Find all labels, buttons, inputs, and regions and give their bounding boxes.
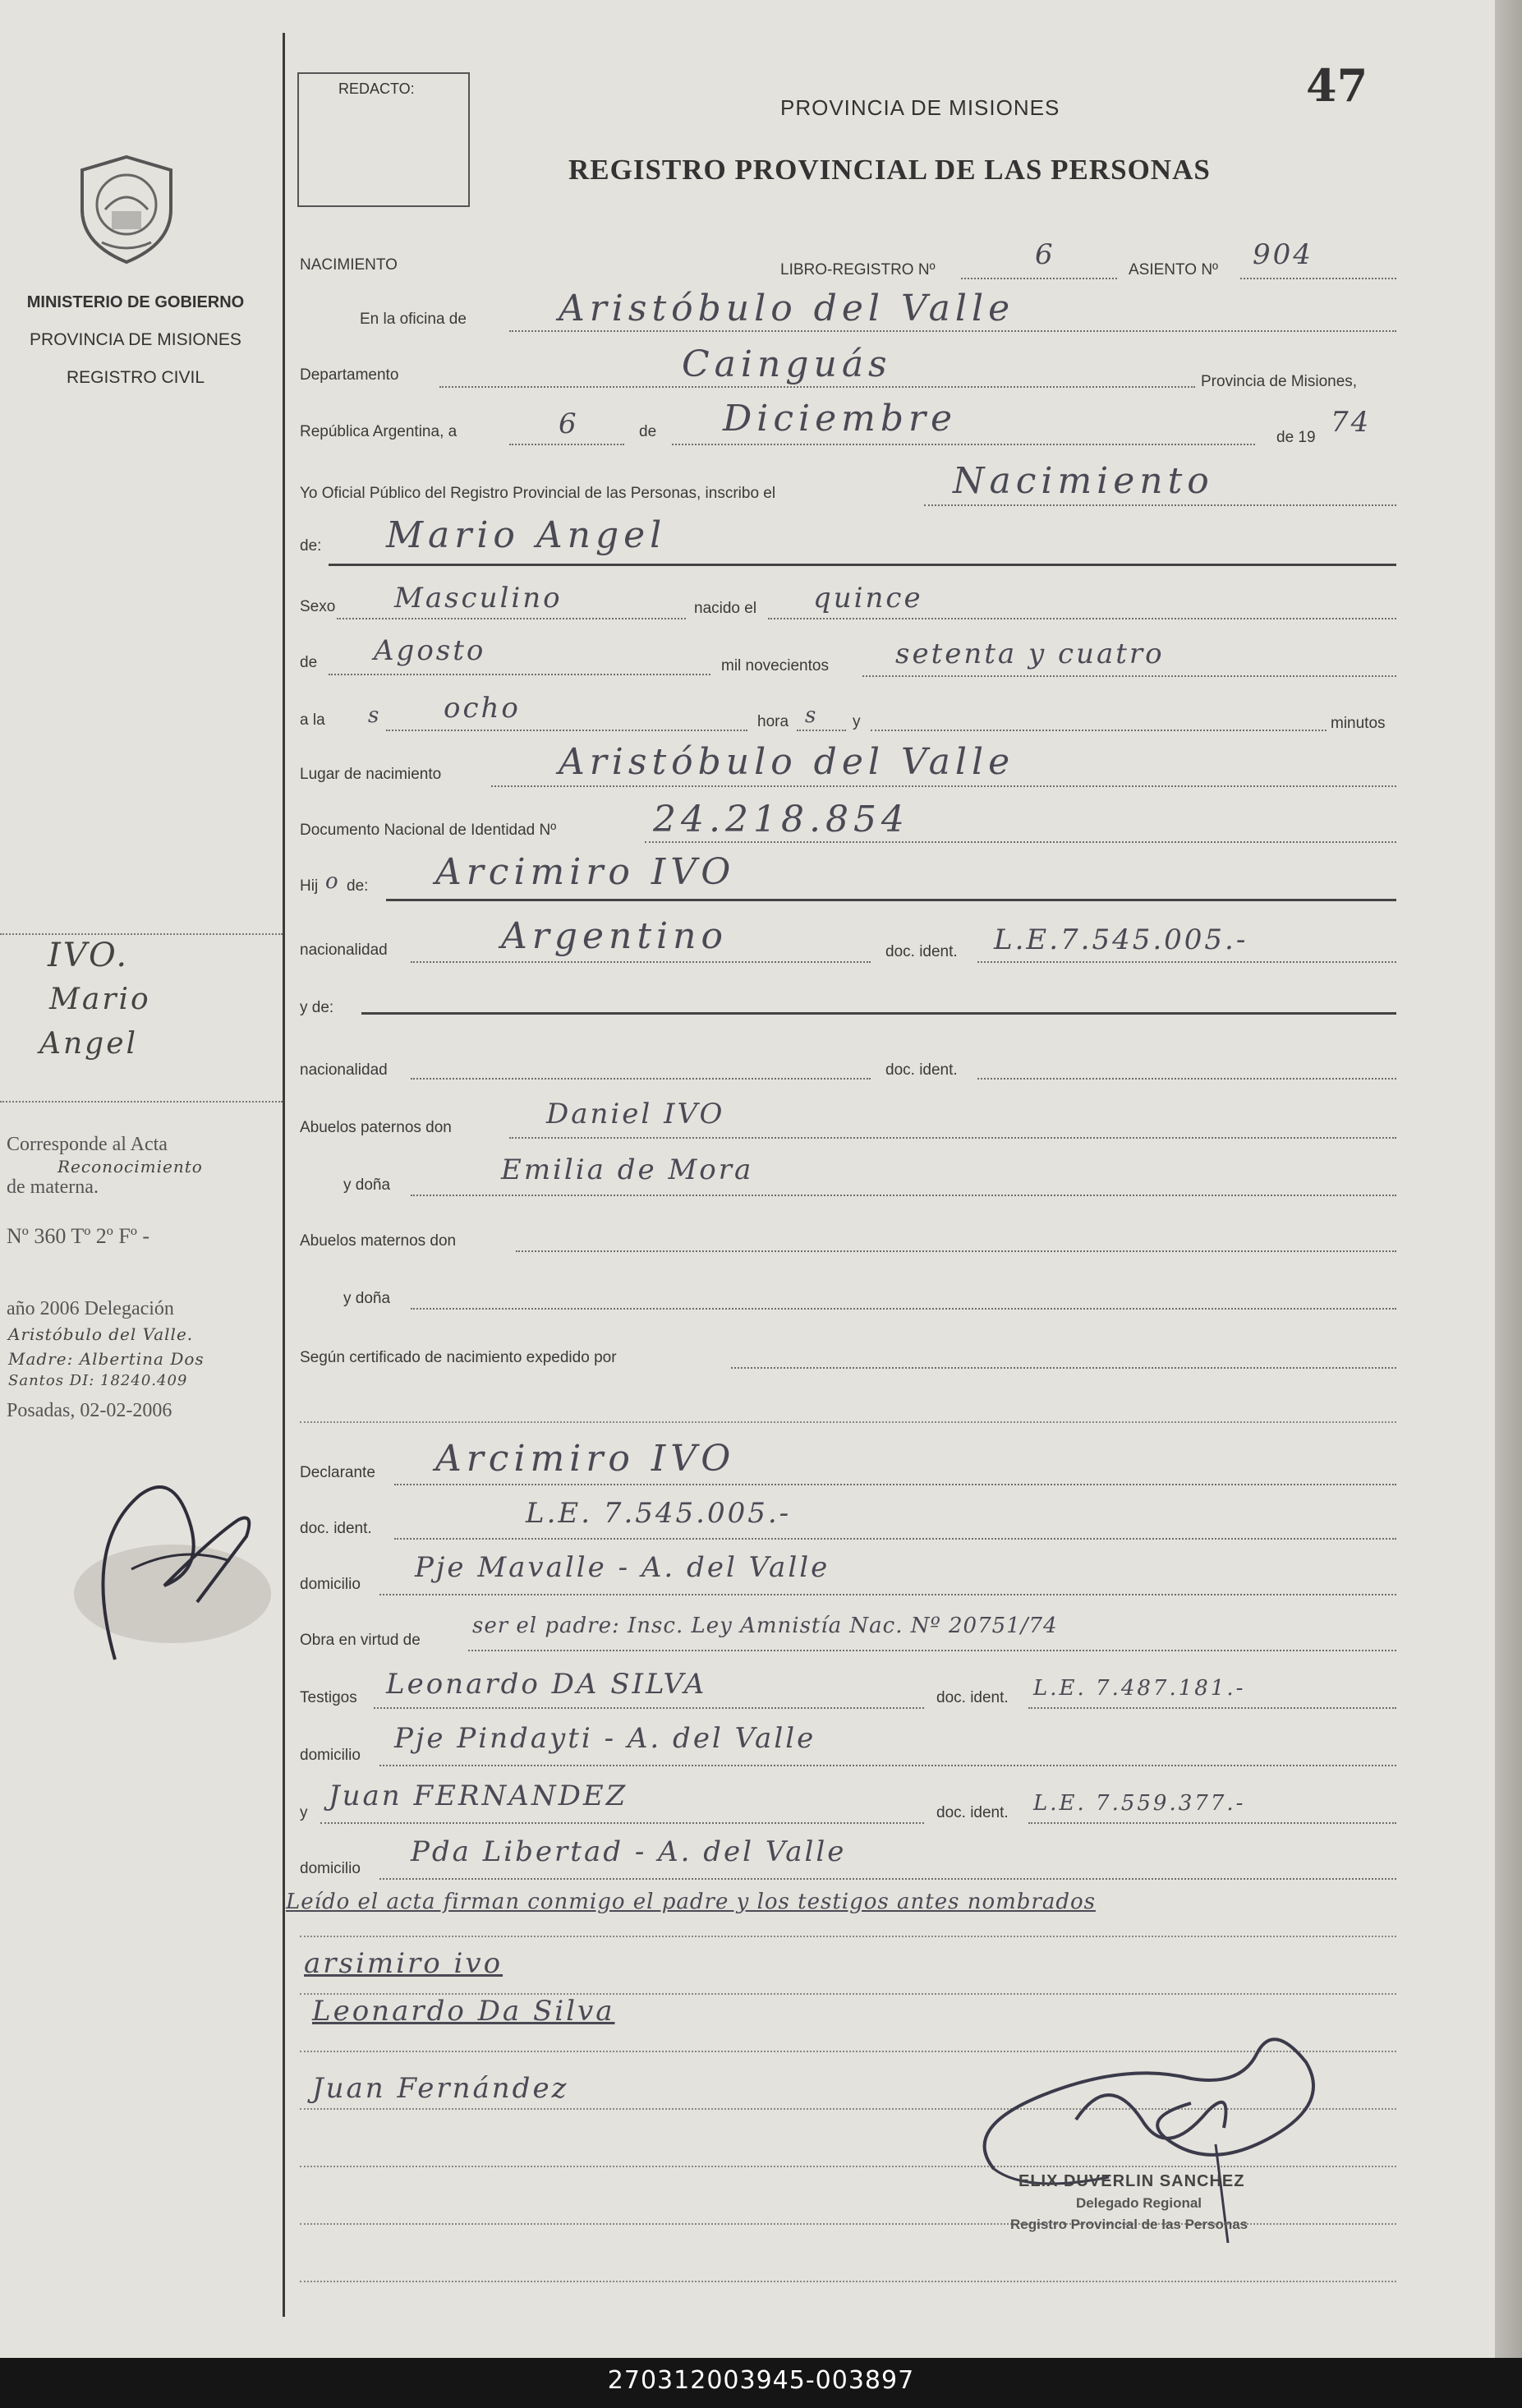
nacionalidad-value: Argentino xyxy=(501,915,728,957)
ministry-line-1: MINISTERIO DE GOBIERNO xyxy=(26,293,245,311)
domicilio-value: Pje Mavalle - A. del Valle xyxy=(415,1551,830,1584)
segun-label: Según certificado de nacimiento expedido por xyxy=(300,1349,617,1366)
mes-nac-value: Agosto xyxy=(374,634,486,667)
official-title-2: Registro Provincial de las Personas xyxy=(1010,2217,1248,2232)
record-type-label: NACIMIENTO xyxy=(300,256,398,274)
hijo-de-label: de: xyxy=(347,877,369,895)
margin-de-materna: de materna. xyxy=(7,1176,99,1198)
page-edge xyxy=(1495,0,1522,2358)
nacido-label: nacido el xyxy=(694,600,757,617)
domicilio-t2-value: Pda Libertad - A. del Valle xyxy=(411,1835,847,1868)
acto-value: Nacimiento xyxy=(953,460,1214,502)
de-colon-label: de: xyxy=(300,537,322,555)
testigo2-value: Juan FERNANDEZ xyxy=(329,1780,628,1812)
margin-reconocimiento: Reconocimiento xyxy=(57,1157,203,1176)
mes-value: Diciembre xyxy=(723,398,958,440)
margin-nombre-2: Angel xyxy=(39,1027,139,1061)
abuelos-pat-label: Abuelos paternos don xyxy=(300,1119,452,1136)
declarante-label: Declarante xyxy=(300,1464,375,1481)
dia-value: 6 xyxy=(559,407,579,440)
libro-value: 6 xyxy=(1035,238,1055,271)
margin-nombre-1: Mario xyxy=(49,983,151,1016)
signature-testigo2: Juan Fernández xyxy=(312,2072,569,2105)
nacido-value: quince xyxy=(813,582,923,615)
mil-label: mil novecientos xyxy=(721,657,829,675)
registry-heading: REGISTRO PROVINCIAL DE LAS PERSONAS xyxy=(568,154,1211,186)
y2-label: y xyxy=(300,1804,308,1821)
libro-label: LIBRO-REGISTRO Nº xyxy=(780,261,936,279)
departamento-label: Departamento xyxy=(300,366,399,384)
alas-label: a la xyxy=(300,711,325,729)
province-heading: PROVINCIA DE MISIONES xyxy=(780,95,1060,120)
nombre-value: Mario Angel xyxy=(386,514,667,556)
doc-ident-label: doc. ident. xyxy=(885,943,958,960)
departamento-value: Cainguás xyxy=(682,343,892,385)
domicilio-label: domicilio xyxy=(300,1576,361,1593)
y-label: y xyxy=(853,713,861,730)
signature-testigo1: Leonardo Da Silva xyxy=(312,1995,615,2028)
obra-value: ser el padre: Insc. Ley Amnistía Nac. Nº 20751/74 xyxy=(472,1614,1058,1638)
official-name: ELIX DUVERLIN SANCHEZ xyxy=(1018,2172,1245,2190)
lugar-value: Aristóbulo del Valle xyxy=(559,741,1015,783)
hijo-label: Hij xyxy=(300,877,319,895)
doc-ident3-label: doc. ident. xyxy=(300,1520,372,1537)
ydona2-label: y doña xyxy=(343,1290,391,1307)
testigos-label: Testigos xyxy=(300,1689,357,1706)
de-label: de xyxy=(639,423,657,440)
margin-signature-icon xyxy=(49,1446,296,1692)
minutos-label: minutos xyxy=(1331,715,1386,732)
doc-ident4-label: doc. ident. xyxy=(936,1689,1009,1706)
hora-label: hora xyxy=(757,713,789,730)
doc-testigo1-value: L.E. 7.487.181.- xyxy=(1033,1676,1246,1701)
scan-id: 270312003945-003897 xyxy=(607,2366,915,2395)
margin-anio: año 2006 Delegación xyxy=(7,1298,174,1319)
testigo1-value: Leonardo DA SILVA xyxy=(386,1668,707,1701)
hora-suffix: s xyxy=(805,703,819,728)
nacionalidad-label: nacionalidad xyxy=(300,942,388,959)
ydona-label: y doña xyxy=(343,1176,391,1194)
anio-nac-value: setenta y cuatro xyxy=(895,638,1165,670)
hijo-suffix: o xyxy=(325,869,341,894)
margin-corresponde: Corresponde al Acta xyxy=(7,1134,168,1155)
domicilio2-label: domicilio xyxy=(300,1747,361,1764)
redacto-box xyxy=(297,72,470,207)
padre-value: Arcimiro IVO xyxy=(435,851,736,893)
sexo-value: Masculino xyxy=(394,582,563,615)
domicilio3-label: domicilio xyxy=(300,1860,361,1877)
abuelos-mat-label: Abuelos maternos don xyxy=(300,1232,457,1250)
obra-label: Obra en virtud de xyxy=(300,1632,421,1649)
doc-ident5-label: doc. ident. xyxy=(936,1804,1009,1821)
ministry-heading xyxy=(0,283,271,397)
official-title-1: Delegado Regional xyxy=(1076,2195,1202,2211)
oficial-label: Yo Oficial Público del Registro Provincial de las Personas, inscribo el xyxy=(300,485,776,502)
doc-declarante-value: L.E. 7.545.005.- xyxy=(526,1497,792,1530)
ministry-line-3: REGISTRO CIVIL xyxy=(66,368,205,387)
oficina-label: En la oficina de xyxy=(360,311,467,328)
domicilio-t1-value: Pje Pindayti - A. del Valle xyxy=(394,1722,816,1755)
signature-padre: arsimiro ivo xyxy=(304,1947,504,1980)
margin-madre-doc: Santos DI: 18240.409 xyxy=(8,1372,188,1389)
oficina-value: Aristóbulo del Valle xyxy=(559,288,1015,329)
margin-numero: Nº 360 Tº 2º Fº - xyxy=(7,1224,150,1248)
yde-label: y de: xyxy=(300,999,334,1016)
de19-label: de 19 xyxy=(1276,429,1316,446)
ministry-line-2: PROVINCIA DE MISIONES xyxy=(30,330,241,349)
sexo-label: Sexo xyxy=(300,598,336,615)
lugar-label: Lugar de nacimiento xyxy=(300,766,442,783)
hora-value: ocho xyxy=(444,692,521,725)
asiento-value: 904 xyxy=(1253,238,1313,271)
closing-text: Leído el acta firman conmigo el padre y los testigos antes nombrados xyxy=(286,1890,1096,1914)
provincia-label: Provincia de Misiones, xyxy=(1201,373,1358,390)
redacto-label: REDACTO: xyxy=(338,81,415,97)
doc-testigo2-value: L.E. 7.559.377.- xyxy=(1033,1791,1246,1816)
declarante-value: Arcimiro IVO xyxy=(435,1438,736,1480)
abuelo-pat-value: Daniel IVO xyxy=(546,1098,725,1130)
margin-divider xyxy=(283,33,285,2317)
official-signature-icon xyxy=(945,2005,1372,2251)
provincial-seal-icon xyxy=(69,152,184,267)
margin-apellido: IVO. xyxy=(48,937,130,974)
folio-number: 47 xyxy=(1306,59,1368,112)
abuela-pat-value: Emilia de Mora xyxy=(501,1153,754,1186)
doc-ident2-label: doc. ident. xyxy=(885,1061,958,1079)
dni-value: 24.218.854 xyxy=(653,799,909,840)
nacionalidad2-label: nacionalidad xyxy=(300,1061,388,1079)
republica-label: República Argentina, a xyxy=(300,423,458,440)
margin-madre: Madre: Albertina Dos xyxy=(8,1349,205,1369)
margin-delegacion: Aristóbulo del Valle. xyxy=(8,1324,194,1344)
doc-padre-value: L.E.7.545.005.- xyxy=(994,923,1248,956)
dni-label: Documento Nacional de Identidad Nº xyxy=(300,822,557,839)
anio-value: 74 xyxy=(1331,406,1372,439)
alas-suffix: s xyxy=(368,703,382,728)
de2-label: de xyxy=(300,654,318,671)
margin-posadas: Posadas, 02-02-2006 xyxy=(7,1400,172,1421)
asiento-label: ASIENTO Nº xyxy=(1129,261,1218,279)
